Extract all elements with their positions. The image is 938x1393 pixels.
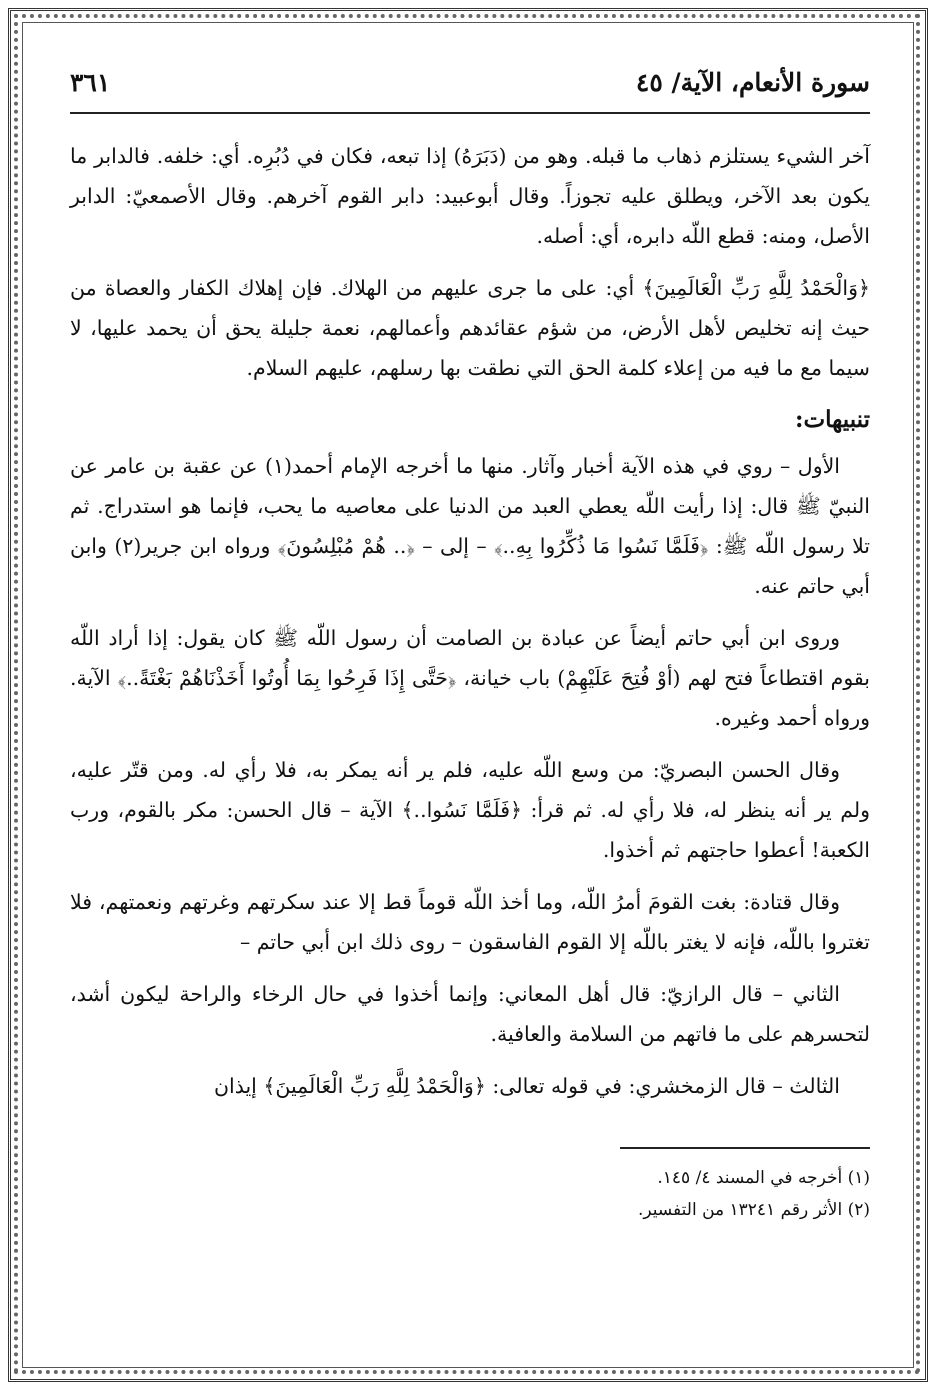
paragraph: آخر الشيء يستلزم ذهاب ما قبله. وهو من (دَبَرَهُ) إذا تبعه، فكان في دُبُرِه. أي: خلفه. فالدابر ما يكون بعد الآخر، ويطلق عليه تجوزاً. وقال أبوعبيد: دابر القوم آخرهم. وقال الأصمعيّ: الدابر الأصل، ومنه: قطع اللّه دابره، أي: أصله. [70, 144, 870, 248]
paragraph: ﴿وَالْحَمْدُ لِلَّهِ رَبِّ الْعَالَمِينَ﴾ أي: على ما جرى عليهم من الهلاك. فإن إهلاك الكفار والعصاة من حيث إنه تخليص لأهل الأرض، من شؤم عقائدهم وأعمالهم، نعمة جليلة يحق أن يحمد عليها، لا سيما مع ما فيه من إعلاء كلمة الحق التي نطقت بها رسلهم، عليهم السلام. [70, 276, 870, 380]
footnote: (١) أخرجه في المسند ٤/ ١٤٥. [657, 1168, 870, 1188]
footnotes [70, 1162, 870, 1226]
page-number: ٣٦١ [70, 68, 111, 97]
section-heading: تنبيهات: [795, 406, 870, 433]
paragraph: الثالث – قال الزمخشري: في قوله تعالى: ﴿وَالْحَمْدُ لِلَّهِ رَبِّ الْعَالَمِينَ﴾ إيذان [213, 1074, 840, 1098]
page-body [70, 136, 870, 1106]
footnote-divider [620, 1147, 870, 1149]
paragraph: وقال الحسن البصريّ: من وسع اللّه عليه، فلم ير أنه يمكر به، فلا رأي له. ومن قتّر عليه، ولم ير أنه ينظر له، فلا رأي له. ثم قرأ: ﴿فَلَمَّا نَسُوا..﴾ الآية – قال الحسن: مكر بالقوم، ورب الكعبة! أعطوا حاجتهم ثم أخذوا. [70, 758, 870, 862]
running-header [70, 62, 870, 114]
paragraph: وروى ابن أبي حاتم أيضاً عن عبادة بن الصامت أن رسول اللّه ﷺ كان يقول: إذا أراد اللّه بقوم اقتطاعاً فتح لهم (أوْ فُتِحَ عَلَيْهِمْ) باب خيانة، ﴿حَتَّى إِذَا فَرِحُوا بِمَا أُوتُوا أَخَذْنَاهُمْ بَغْتَةً..﴾ الآية. ورواه أحمد وغيره. [70, 626, 870, 730]
paragraph: الثاني – قال الرازيّ: قال أهل المعاني: وإنما أخذوا في حال الرخاء والراحة ليكون أشد، لتحسرهم على ما فاتهم من السلامة والعافية. [70, 982, 870, 1046]
paragraph: الأول – روي في هذه الآية أخبار وآثار. منها ما أخرجه الإمام أحمد(١) عن عقبة بن عامر عن النبيّ ﷺ قال: إذا رأيت اللّه يعطي العبد من الدنيا على معاصيه ما يحب، فإنما هو استدراج. ثم تلا رسول اللّه ﷺ: ﴿فَلَمَّا نَسُوا مَا ذُكِّرُوا بِهِ..﴾ – إلى – ﴿.. هُمْ مُبْلِسُونَ﴾ ورواه ابن جرير(٢) وابن أبي حاتم عنه. [70, 454, 871, 598]
paragraph: وقال قتادة: بغت القومَ أمرُ اللّه، وما أخذ اللّه قوماً قط إلا عند سكرتهم وغرتهم ونعمتهم، فلا تغتروا باللّه، فإنه لا يغتر باللّه إلا القوم الفاسقون – روى ذلك ابن أبي حاتم – [70, 890, 870, 954]
footnote: (٢) الأثر رقم ١٣٢٤١ من التفسير. [637, 1200, 870, 1220]
surah-title: سورة الأنعام، الآية/ ٤٥ [635, 68, 870, 97]
book-page [70, 62, 870, 1312]
